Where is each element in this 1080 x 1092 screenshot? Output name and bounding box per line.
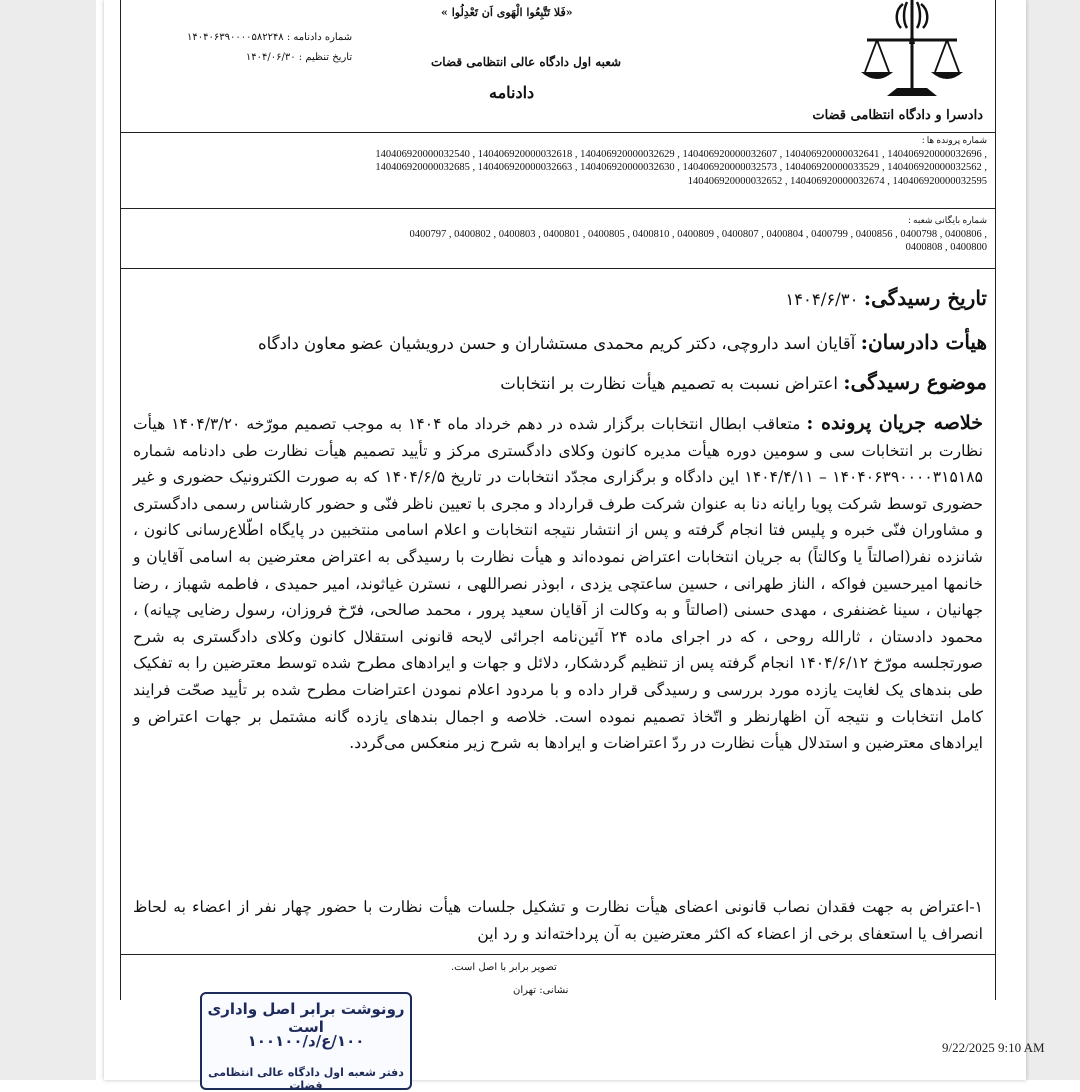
court-name: دادسرا و دادگاه انتظامی قضات [812,108,983,123]
subject-label: موضوع رسیدگی: [843,370,987,394]
copy-certification: تصویر برابر با اصل است. [451,962,557,973]
panel-label: هیأت دادرسان: [860,330,987,354]
stamp-line-3: دفتر شعبه اول دادگاه عالی انتظامی قضات [208,1066,404,1092]
document-page [104,0,1045,1080]
archive-label: شماره بایگانی شعبه : [908,215,987,225]
document-frame [120,0,996,1000]
document-meta [187,28,352,68]
stamp-line-2: ۱۰۰/ع/د/۱۰۰۱۰۰ [247,1032,365,1050]
quran-verse: «فَلا تَتَّبِعُوا الْهَوی اَن تَعْدِلُوا » [441,6,573,19]
issue-date: ۱۴۰۴/۰۶/۳۰ [245,52,296,63]
case-file-row: , 140406920000032562 , 140406920000033529 , 140406920000032573 , 140406920000032630 , 140406920000032663 , 140406920000032685 [375,162,987,173]
judiciary-emblem-icon [857,0,967,100]
hearing-date-label: تاریخ رسیدگی: [863,286,987,310]
divider [121,208,995,209]
hearing-date: ۱۴۰۴/۶/۳۰ [785,290,859,309]
page-title: دادنامه [489,83,535,102]
case-summary [133,410,983,757]
branch-name: شعبه اول دادگاه عالی انتظامی قضات [431,55,622,69]
address: نشانی: تهران [513,985,569,996]
divider [121,268,995,269]
left-margin [0,0,96,1080]
archive-row: 0400800 , 0400808 [905,242,987,253]
right-margin [1026,0,1080,1080]
doc-number-row [187,28,352,48]
subject-line [500,370,987,394]
case-file-numbers [127,134,987,188]
document-header [121,0,995,133]
case-file-label: شماره پرونده ها : [921,135,987,145]
archive-row: , 0400806 , 0400798 , 0400856 , 0400799 , 0400804 , 0400807 , 0400809 , 0400810 , 0400805 , 0400801 , 0400803 , 0400802 , 0400797 [409,228,987,240]
panel-line [258,330,987,354]
panel-members: آقایان اسد داروچی، دکتر کریم محمدی مستشاران و حسن درویشیان عضو معاون دادگاه [258,334,856,353]
summary-label: خلاصه جریان پرونده : [806,412,983,434]
print-datetime: 9/22/2025 9:10 AM [942,1040,1045,1055]
stamp-line-1: رونوشت برابر اصل واداری است [207,1000,405,1036]
doc-number: ۱۴۰۴۰۶۳۹۰۰۰۰۵۸۲۲۴۸ [187,32,284,43]
doc-number-label: شماره دادنامه : [286,32,353,43]
case-file-row: 140406920000032595 , 140406920000032674 , 140406920000032652 [687,175,987,187]
case-file-row: , 140406920000032696 , 140406920000032641 , 140406920000032607 , 140406920000032629 , 140406920000032618 , 140406920000032540 [375,148,987,160]
summary-text: متعاقب ابطال انتخابات برگزار شده در دهم خرداد ماه ۱۴۰۴ به موجب تصمیم مورّخه ۱۴۰۴/۳/۲۰ هیأت نظارت بر انتخابات سی و سومین دوره هیأت مدیره کانون وکلای دادگستری مرکز و تأیید تصمیم هیأت نظارت طی دادنامه شماره ۱۴۰۴۰۶۳۹۰۰۰۰۳۱۵۱۸۵ – ۱۴۰۴/۴/۱۱ این دادگاه و برگزاری مجدّد انتخابات در تاریخ ۱۴۰۴/۶/۵ که به صورت الکترونیک حضوری و غیر حضوری توسط شرکت پویا رایانه دنا به عنوان شرکت طرف قرارداد و مجری با تعیین ناظر فنّی و حضور کارشناس رسمی دادگستری و مشاوران فنّی خبره و پلیس فتا انجام گرفته و پس از انتشار نتیجه انتخابات و اعلام اسامی منتخبین در پایگاه اطّلاع‌رسانی کانون ، شانزده نفر(اصالتاً یا وکالتاً) به جریان انتخابات اعتراض نموده‌اند و هیأت نظارت با رسیدگی به اعتراض معترضین به اسامی آقایان و خانمها امیرحسین فواکه ، الناز طهرانی ، حسین ساعتچی یزدی ، ابوذر نصراللهی ، نسترن غیاثوند، امیر حمیدی ، فاطمه شهباز ، رضا جهانیان ، سینا غضنفری ، مهدی حسنی (اصالتاً و به وکالت از آقایان سعید پرور ، محمد صالحی، فرّخ فروزان، رسول رضایی چیانه) ، محمود دادستان ، ثارالله روحی ، که در اجرای ماده ۲۴ آئین‌نامه اجرائی لایحه قانونی استقلال کانون وکلای دادگستری به شرح صورتجلسه مورّخ ۱۴۰۴/۶/۱۲ انجام گرفته پس از تنظیم گردشکار، دلائل و جهات و ایرادهای مطرح شده توسط معترضین را به تفکیک طی بندهای یک لغایت یازده مورد بررسی و رسیدگی قرار داده و با مردود اعلام نمودن اعتراضات مطرح شده بر تأیید صحّت فرایند کامل انتخابات و نتیجه آن اظهارنظر و اتّخاذ تصمیم نموده است. خلاصه و اجمال بندهای یازده گانه مشتمل بر جهات اعتراض و ایرادهای معترضین و استدلال هیأت نظارت در ردّ اعتراضات و ایرادها به شرح زیر منعکس می‌گردد. [133,415,984,753]
subject-text: اعتراض نسبت به تصمیم هیأت نظارت بر انتخابات [500,374,838,393]
hearing-date-line [785,286,987,310]
issue-date-row [187,48,352,68]
archive-numbers [127,214,987,255]
certified-copy-stamp [200,992,412,1090]
objection-point-1: ۱-اعتراض به جهت فقدان نصاب قانونی اعضای هیأت نظارت و تشکیل جلسات هیأت نظارت با حضور چهار نفر از اعضاء به لحاظ انصراف یا استعفای برخی از اعضاء که اکثر معترضین به آن پرداخته‌اند و رد این [133,898,983,943]
issue-date-label: تاریخ تنظیم : [298,52,353,63]
footer-divider [121,954,995,955]
